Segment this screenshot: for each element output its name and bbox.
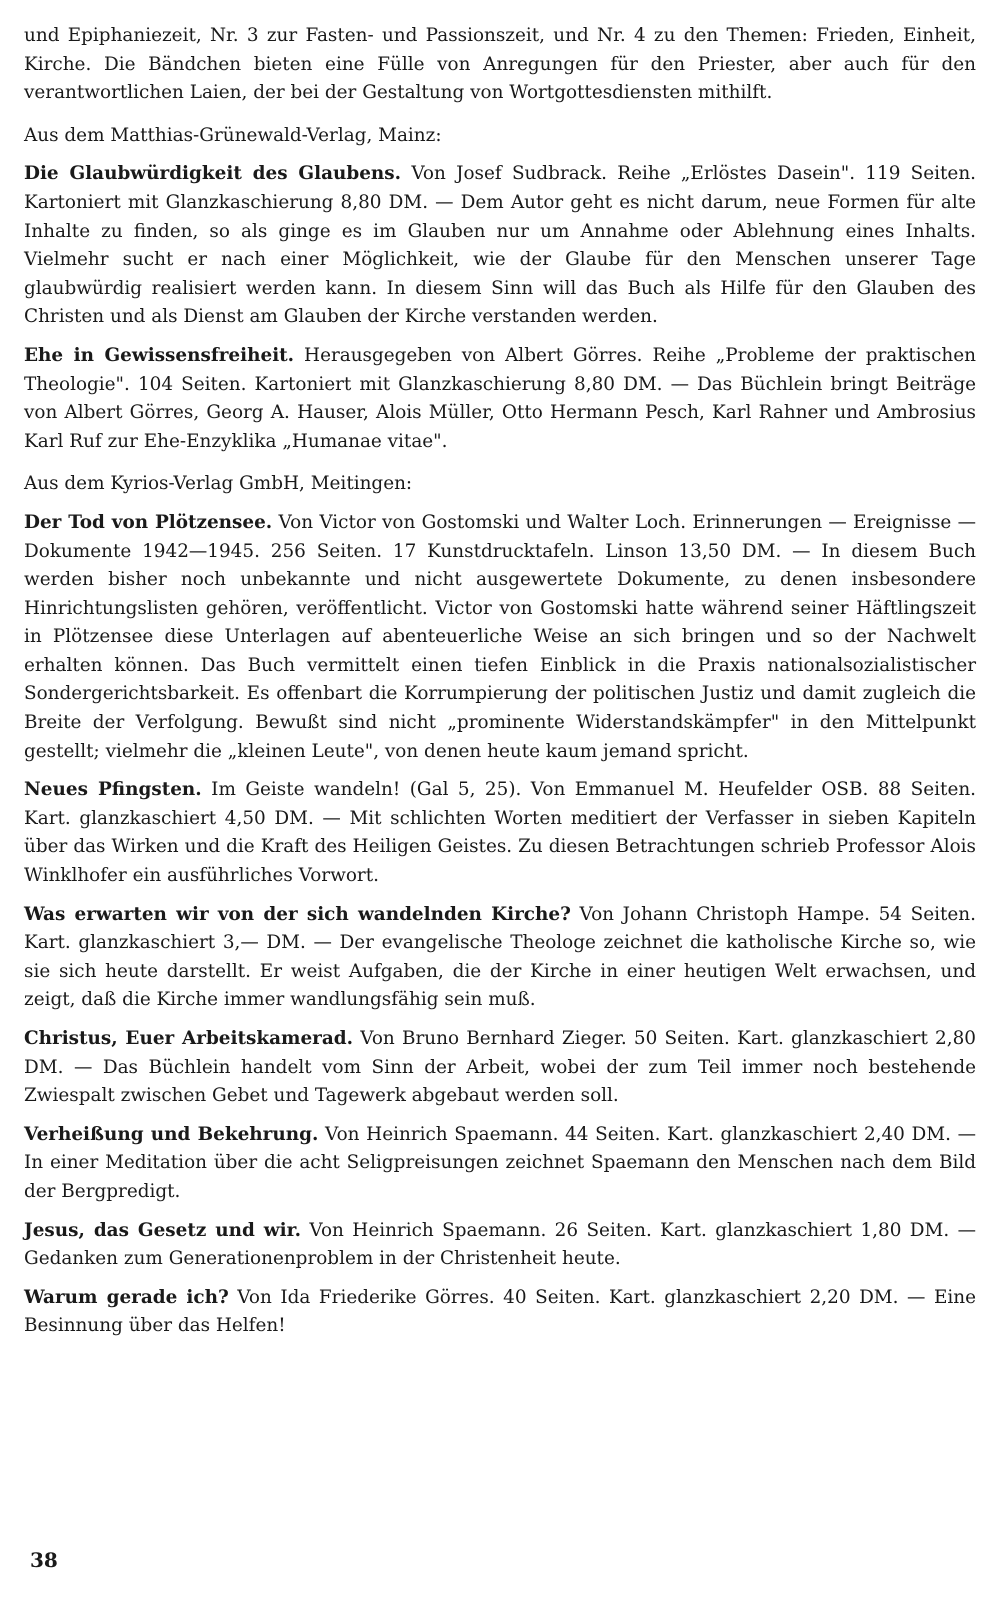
book-description: Von Josef Sudbrack. Reihe „Erlöstes Dasein". 119 Seiten. Kartoniert mit Glanzkaschierung 8,80 DM. — Dem Autor geht es nicht darum, neue Formen für alte Inhalte zu finden, so als ginge es im Glauben nur um Annahme oder Ablehnung eines Inhalts. Vielmehr sucht er nach einer Möglichkeit, wie der Glaube für den Menschen unserer Tage glaubwürdig realisiert werden kann. In diesem Sinn will das Buch als Hilfe für den Glauben des Christen und als Dienst am Glauben der Kirche verstanden werden. <box>24 163 977 328</box>
page-content <box>24 22 976 1341</box>
publisher-heading: Aus dem Matthias-Grünewald-Verlag, Mainz: <box>24 124 442 146</box>
book-title: Was erwarten wir von der sich wandelnden Kirche? <box>24 903 571 925</box>
book-title: Neues Pfingsten. <box>24 779 202 801</box>
book-description: Von Ida Friederike Görres. 40 Seiten. Kart. glanzkaschiert 2,20 DM. — Eine Besinnung über das Helfen! <box>24 1286 976 1337</box>
book-title: Der Tod von Plötzensee. <box>24 511 273 533</box>
book-entry <box>24 1121 976 1207</box>
book-entry <box>24 1025 976 1111</box>
book-description: Herausgegeben von Albert Görres. Reihe „Probleme der praktischen Theologie". 104 Seiten. Kartoniert mit Glanzkaschierung 8,80 DM. — Das Büchlein bringt Beiträge von Albert Görres, Georg A. Hauser, Alois Müller, Otto Hermann Pesch, Karl Rahner und Ambrosius Karl Ruf zur Ehe-Enzyklika „Humanae vitae". <box>24 344 976 452</box>
book-entry <box>24 776 976 890</box>
book-title: Christus, Euer Arbeitskamerad. <box>24 1028 354 1049</box>
book-entry <box>24 509 976 766</box>
book-description: Von Bruno Bernhard Zieger. 50 Seiten. Kart. glanzkaschiert 2,80 DM. — Das Büchlein handelt vom Sinn der Arbeit, wobei der zum Teil immer noch bestehende Zwiespalt zwischen Gebet und Tagewerk abgebaut werden soll. <box>24 1028 977 1107</box>
book-entry <box>24 342 976 456</box>
book-description: Von Johann Christoph Hampe. 54 Seiten. Kart. glanzkaschiert 3,— DM. — Der evangelische Theologe zeichnet die katholische Kirche so, wie sie sich heute darstellt. Er weist Aufgaben, die der Kirche in einer heutigen Welt erwachsen, und zeigt, daß die Kirche immer wandlungsfähig sein muß. <box>24 903 976 1011</box>
book-title: Warum gerade ich? <box>24 1286 229 1308</box>
book-title: Verheißung und Bekehrung. <box>24 1123 319 1145</box>
book-entry <box>24 901 976 1015</box>
book-title: Die Glaubwürdigkeit des Glaubens. <box>24 163 402 185</box>
book-description: Von Heinrich Spaemann. 44 Seiten. Kart. glanzkaschiert 2,40 DM. — In einer Meditation über die acht Seligpreisungen zeichnet Spaemann den Menschen nach dem Bild der Bergpredigt. <box>24 1123 976 1202</box>
book-title: Ehe in Gewissensfreiheit. <box>24 344 295 366</box>
book-description: Im Geiste wandeln! (Gal 5, 25). Von Emmanuel M. Heufelder OSB. 88 Seiten. Kart. glanzkaschiert 4,50 DM. — Mit schlichten Worten meditiert der Verfasser in sieben Kapiteln über das Wirken und die Kraft des Heiligen Geistes. Zu diesen Betrachtungen schrieb Professor Alois Winklhofer ein ausführliches Vorwort. <box>24 779 977 887</box>
intro-paragraph: und Epiphaniezeit, Nr. 3 zur Fasten- und Passionszeit, und Nr. 4 zu den Themen: Frieden, Einheit, Kirche. Die Bändchen bieten eine Fülle von Anregungen für den Priester, aber auch für den verantwortlichen Laien, der bei der Gestaltung von Wortgottesdiensten mithilft. <box>24 25 976 104</box>
book-description: Von Heinrich Spaemann. 26 Seiten. Kart. glanzkaschiert 1,80 DM. — Gedanken zum Generationenproblem in der Christenheit heute. <box>24 1219 976 1270</box>
book-entry <box>24 1284 976 1341</box>
book-description: Von Victor von Gostomski und Walter Loch. Erinnerungen — Ereignisse — Dokumente 1942—1945. 256 Seiten. 17 Kunstdrucktafeln. Linson 13,50 DM. — In diesem Buch werden bisher noch unbekannte und nicht ausgewertete Dokumente, zu denen insbesondere Hinrichtungslisten gehören, veröffentlicht. Victor von Gostomski hatte während seiner Häftlingszeit in Plötzensee diese Unterlagen auf abenteuerliche Weise an sich bringen und so der Nachwelt erhalten können. Das Buch vermittelt einen tiefen Einblick in die Praxis nationalsozialistischer Sondergerichtsbarkeit. Es offenbart die Korrumpierung der politischen Justiz und damit zugleich die Breite der Verfolgung. Bewußt sind nicht „prominente Widerstandskämpfer" in den Mittelpunkt gestellt; vielmehr die „kleinen Leute", von denen heute kaum jemand spricht. <box>24 511 977 762</box>
publisher-heading: Aus dem Kyrios-Verlag GmbH, Meitingen: <box>24 473 413 495</box>
book-entry <box>24 160 976 332</box>
book-title: Jesus, das Gesetz und wir. <box>24 1219 301 1241</box>
page-number: 38 <box>30 1548 58 1572</box>
book-entry <box>24 1217 976 1274</box>
